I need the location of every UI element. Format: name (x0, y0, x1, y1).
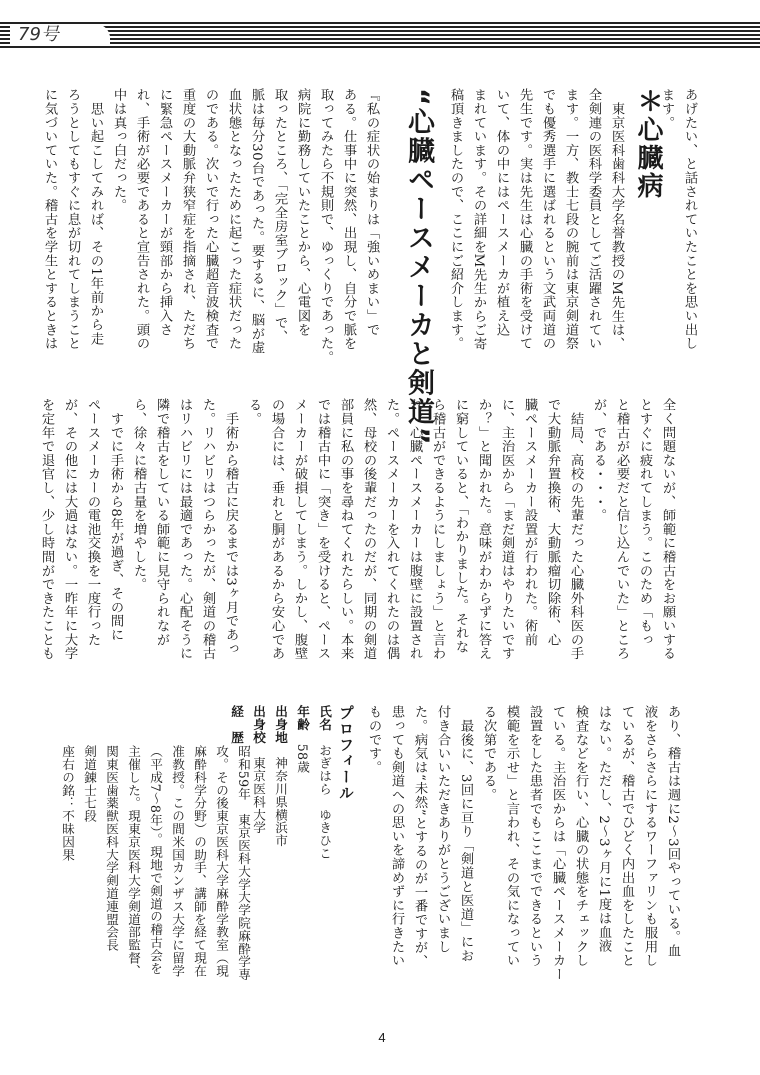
age-label: 年齢 (295, 705, 310, 731)
profile-birthplace (269, 705, 291, 847)
name-label: 氏名 (317, 705, 332, 731)
article2-body-bottom: あり、稽古は週に2〜3回やっている。血 液をさらさらにするワーファリンも服用し ているが、稽古でひどく内出血をしたこと はない。ただし、2〜3ヶ月に1度は血液 検査などを行い、心臓の状態をチェックし ている。主治医からは「心臓ペースメーカー 設置をした患者でもここまでできるという 模範を示せ」と言われ、その気になってい る次第である。 最後に、3回に亘り「剣道と医道」にお 付き合いいただきありがとうございまし た。病気は“未然”とするのが一番ですが、 患っても剣道への思いを諦めずに行きたい ものです。 (366, 705, 680, 981)
profile-name (313, 705, 335, 860)
school-value: 東京医科大学 (251, 756, 266, 835)
issue-number: 79号 (10, 24, 110, 46)
profile-age (291, 705, 313, 773)
article2-title: “心臓ペースメーカと剣道” (403, 88, 434, 447)
name-value: おぎはら ゆきひこ (317, 743, 332, 860)
birthplace-value: 神奈川県横浜市 (273, 756, 288, 847)
profile-career-label: 経 歴 (229, 705, 244, 744)
page-number: 4 (378, 1030, 386, 1045)
article2-body-top: 『私の症状の始まりは「強いめまい」で ある。仕事中に突然、出現し、自分で脈を 取ってみたら不規則で、ゆっくりであった。 病院に勤務していたことから、心電図を 取ったところ、「完全房室ブロック」で、 脈は毎分30台であった。要するに、脳が虚 血状態となったために起こった症状だった のである。次いで行った心臓超音波検査で 重度の大動脈弁狭窄症を指摘され、ただち に緊急ペースメーカーが頸部から挿入さ れ、手術が必要であると宣告された。頭の 中は真っ白だった。 思い起こしてみれば、その1年前から走 ろうとしてもすぐに息が切れてしまうこと に気づいていた。稽古を学生とするときは (42, 88, 379, 364)
profile-title: プロフィール (337, 705, 355, 801)
article1-title: ＊心臓病 (633, 88, 663, 200)
article2-body-middle: 全く問題ないが、師範に稽古をお願いする とすぐに疲れてしまう。このため「もっ と稽古が必要だと信じ込んでいた」ところ が、である・・・。 結局、高校の先輩だった心臓外科医の手 で大動脈弁置換術、大動脈瘤切除術、心 臓ペースメーカー設置が行われた。術前 に、主治医から「まだ剣道はやりたいです か？」と聞かれた。意味がわからずに答え に窮していると、「わかりました。それな ら稽古ができるようにしましょう」と言わ れ、心臓ペースメーカーは腹壁に設置され た。ペースメーカーを入れてくれたのは偶 然、母校の後輩だったのだが、同期の剣道 部員に私の事を尋ねてくれたらしい。本来 では稽古中に「突き」を受けると、ペース メーカーが破損してしまう。しかし、腹壁 の場合には、垂れと胴があるから安心であ る。 手術から稽古に戻るまでは3ヶ月であっ た。リハビリはつらかったが、剣道の稽古 はリハビリには最適であった。心配そうに 隣で稽古をしている師範に見守られなが ら、徐々に稽古量を増やした。 すでに手術から8年が過ぎ、その間に ペースメーカーの電池交換を一度行った が、その他には大過はない。一昨年に大学 を定年で退官し、少し時間ができたことも (39, 398, 675, 661)
article1-continuation: あげたい、と話されていたことを思い出し ます。 (659, 88, 697, 351)
article1-body: 東京医科歯科大学名誉教授のM先生は、 全剣連の医科学委員としてご活躍されてい ます。一方、教士七段の腕前は東京剣道祭 でも優秀選手に選ばれるという文武両道の 先生です。実は先生は心臓の手術を受けて いて、体の中にはペースメーカが植え込 まれています。その詳細をM先生からご寄 稿頂きましたので、ここにご紹介します。 (448, 88, 624, 351)
profile-career: 昭和59年 東京医科大学大学院麻酔学専 攻。その後東京医科大学麻酔学教室（現 麻酔科学分野）の助手、講師を経て現在 准教授。この間米国カンザス大学に留学 （平成7〜8年）。現地で剣道の稽古会を 主催した。現東京医科大学剣道部監督、 関東医歯薬獣医科大学剣道連盟会長 剣道錬士七段 座右の銘：不昧因果 (60, 745, 251, 981)
header-band (0, 22, 760, 48)
school-label: 出身校 (251, 705, 266, 744)
birthplace-label: 出身地 (273, 705, 288, 744)
age-value: 58歳 (295, 743, 310, 774)
